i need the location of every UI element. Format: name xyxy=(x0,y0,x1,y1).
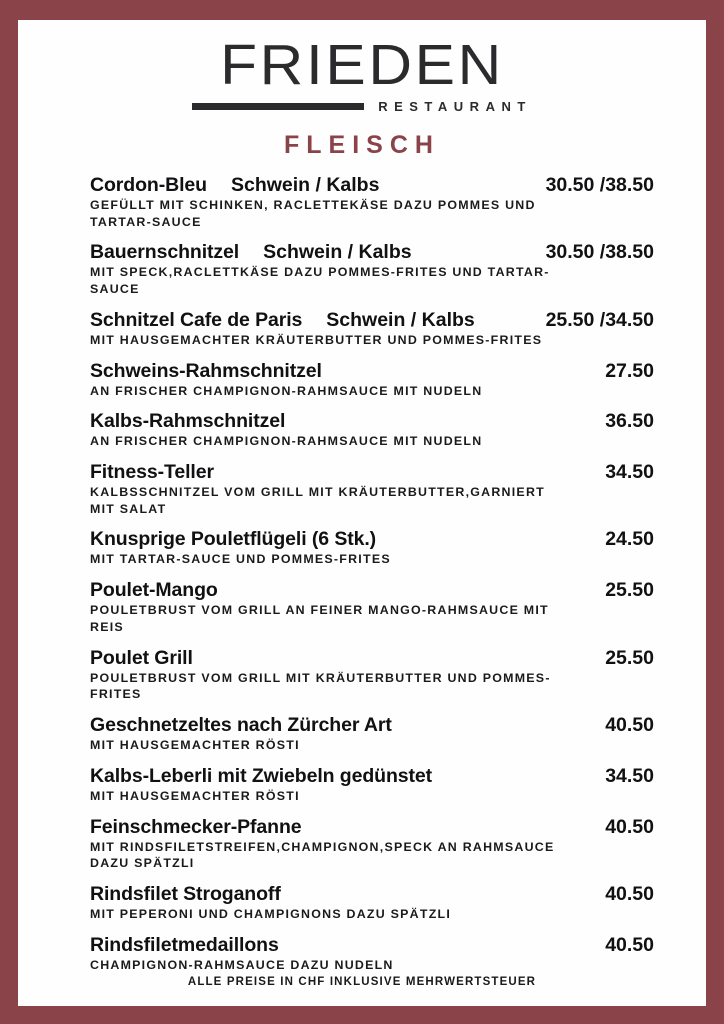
menu-item xyxy=(90,461,654,517)
section-title: FLEISCH xyxy=(284,130,440,159)
menu-item-price: 36.50 xyxy=(605,410,654,433)
menu-item-header xyxy=(90,461,654,484)
menu-item xyxy=(90,647,654,703)
menu-item xyxy=(90,579,654,635)
brand-subtitle: RESTAURANT xyxy=(378,98,532,114)
menu-item-name: Kalbs-Leberli mit Zwiebeln gedünstet xyxy=(90,764,433,787)
menu-sheet xyxy=(18,20,706,1006)
menu-item xyxy=(90,309,654,349)
menu-item-description: MIT SPECK,RACLETTKÄSE DAZU POMMES-FRITES UND TARTAR-SAUCE xyxy=(90,265,550,297)
menu-item-description: MIT TARTAR-SAUCE UND POMMES-FRITES xyxy=(90,552,391,567)
menu-item-header xyxy=(90,241,654,264)
menu-item-price: 40.50 xyxy=(605,933,654,956)
menu-item-description: MIT PEPERONI UND CHAMPIGNONS DAZU SPÄTZLI xyxy=(90,907,452,922)
menu-item xyxy=(90,934,654,974)
menu-item-name: Geschnetzeltes nach Zürcher Art xyxy=(90,714,392,737)
menu-item-header xyxy=(90,579,654,602)
menu-item-variant: Schwein / Kalbs xyxy=(326,308,475,331)
menu-item-price: 30.50 /38.50 xyxy=(545,173,654,196)
brand-rule-left xyxy=(192,103,364,110)
menu-item xyxy=(90,528,654,568)
menu-item-name: Knusprige Pouletflügeli (6 Stk.) xyxy=(90,528,377,551)
menu-item-header xyxy=(90,647,654,670)
menu-item-description: POULETBRUST VOM GRILL AN FEINER MANGO-RAHMSAUCE MIT REIS xyxy=(90,603,549,634)
price-footnote: ALLE PREISE IN CHF INKLUSIVE MEHRWERTSTEUER xyxy=(187,976,537,988)
menu-item-header xyxy=(90,816,654,839)
brand-header xyxy=(18,20,706,114)
menu-item-variant: Schwein / Kalbs xyxy=(230,173,380,196)
menu-item-name: Schweins-Rahmschnitzel xyxy=(90,359,322,382)
menu-item xyxy=(90,360,654,400)
menu-item-name: Feinschmecker-Pfanne xyxy=(90,815,302,838)
menu-item-price: 40.50 xyxy=(605,883,654,906)
menu-item-header xyxy=(90,765,654,788)
menu-item-description: MIT HAUSGEMACHTER KRÄUTERBUTTER UND POMMES-FRITES xyxy=(90,332,543,347)
menu-item-header xyxy=(90,714,654,737)
menu-item-header xyxy=(90,309,654,332)
menu-item xyxy=(90,241,654,297)
menu-item-name: Poulet Grill xyxy=(90,646,193,669)
menu-item-price: 27.50 xyxy=(605,359,654,382)
menu-item-description: MIT RINDSFILETSTREIFEN,CHAMPIGNON,SPECK AN RAHMSAUCE DAZU SPÄTZLI xyxy=(90,839,555,871)
menu-item-price: 34.50 xyxy=(605,764,654,787)
menu-item-name: Rindsfiletmedaillons xyxy=(90,933,279,956)
menu-item-name: Fitness-Teller xyxy=(90,461,214,483)
menu-item-price: 40.50 xyxy=(605,815,654,838)
brand-wordmark: FRIEDEN xyxy=(220,33,504,97)
menu-item-price: 25.50 xyxy=(605,646,654,669)
menu-item-price: 25.50 xyxy=(605,579,654,602)
menu-item-header xyxy=(90,883,654,906)
menu-item xyxy=(90,883,654,923)
menu-item-price: 24.50 xyxy=(605,528,654,551)
menu-item-name: Schnitzel Cafe de Paris xyxy=(90,308,303,331)
menu-item-name: Poulet-Mango xyxy=(90,579,218,602)
menu-item-description: GEFÜLLT MIT SCHINKEN, RACLETTEKÄSE DAZU POMMES UND TARTAR-SAUCE xyxy=(90,197,536,229)
menu-item-variant: Schwein / Kalbs xyxy=(263,241,412,264)
menu-item-header xyxy=(90,528,654,551)
menu-item-description: AN FRISCHER CHAMPIGNON-RAHMSAUCE MIT NUDELN xyxy=(90,434,483,449)
menu-item-price: 25.50 /34.50 xyxy=(545,308,654,331)
menu-item-header xyxy=(90,360,654,383)
menu-item-name: Bauernschnitzel xyxy=(90,241,240,264)
menu-item-description: MIT HAUSGEMACHTER RÖSTI xyxy=(90,788,300,803)
menu-item-price: 34.50 xyxy=(605,461,654,483)
menu-item-description: KALBSSCHNITZEL VOM GRILL MIT KRÄUTERBUTTER,GARNIERT MIT SALAT xyxy=(90,485,545,516)
menu-item-name: Rindsfilet Stroganoff xyxy=(90,883,281,906)
menu-item-list xyxy=(18,174,706,974)
menu-item-price: 30.50 /38.50 xyxy=(545,241,654,264)
menu-item-description: POULETBRUST VOM GRILL MIT KRÄUTERBUTTER UND POMMES-FRITES xyxy=(90,670,551,702)
menu-item xyxy=(90,410,654,450)
menu-item-name: Cordon-Bleu xyxy=(90,173,207,196)
menu-item-name: Kalbs-Rahmschnitzel xyxy=(90,410,286,433)
menu-item-header xyxy=(90,410,654,433)
menu-item xyxy=(90,174,654,230)
menu-item xyxy=(90,816,654,872)
menu-item-price: 40.50 xyxy=(605,714,654,737)
brand-subtitle-row xyxy=(18,99,706,114)
menu-item-description: MIT HAUSGEMACHTER RÖSTI xyxy=(90,738,300,753)
menu-item-description: AN FRISCHER CHAMPIGNON-RAHMSAUCE MIT NUDELN xyxy=(90,383,483,398)
menu-item xyxy=(90,765,654,805)
menu-item-header xyxy=(90,934,654,957)
menu-item-description: CHAMPIGNON-RAHMSAUCE DAZU NUDELN xyxy=(90,957,394,972)
menu-item-header xyxy=(90,174,654,197)
menu-item xyxy=(90,714,654,754)
